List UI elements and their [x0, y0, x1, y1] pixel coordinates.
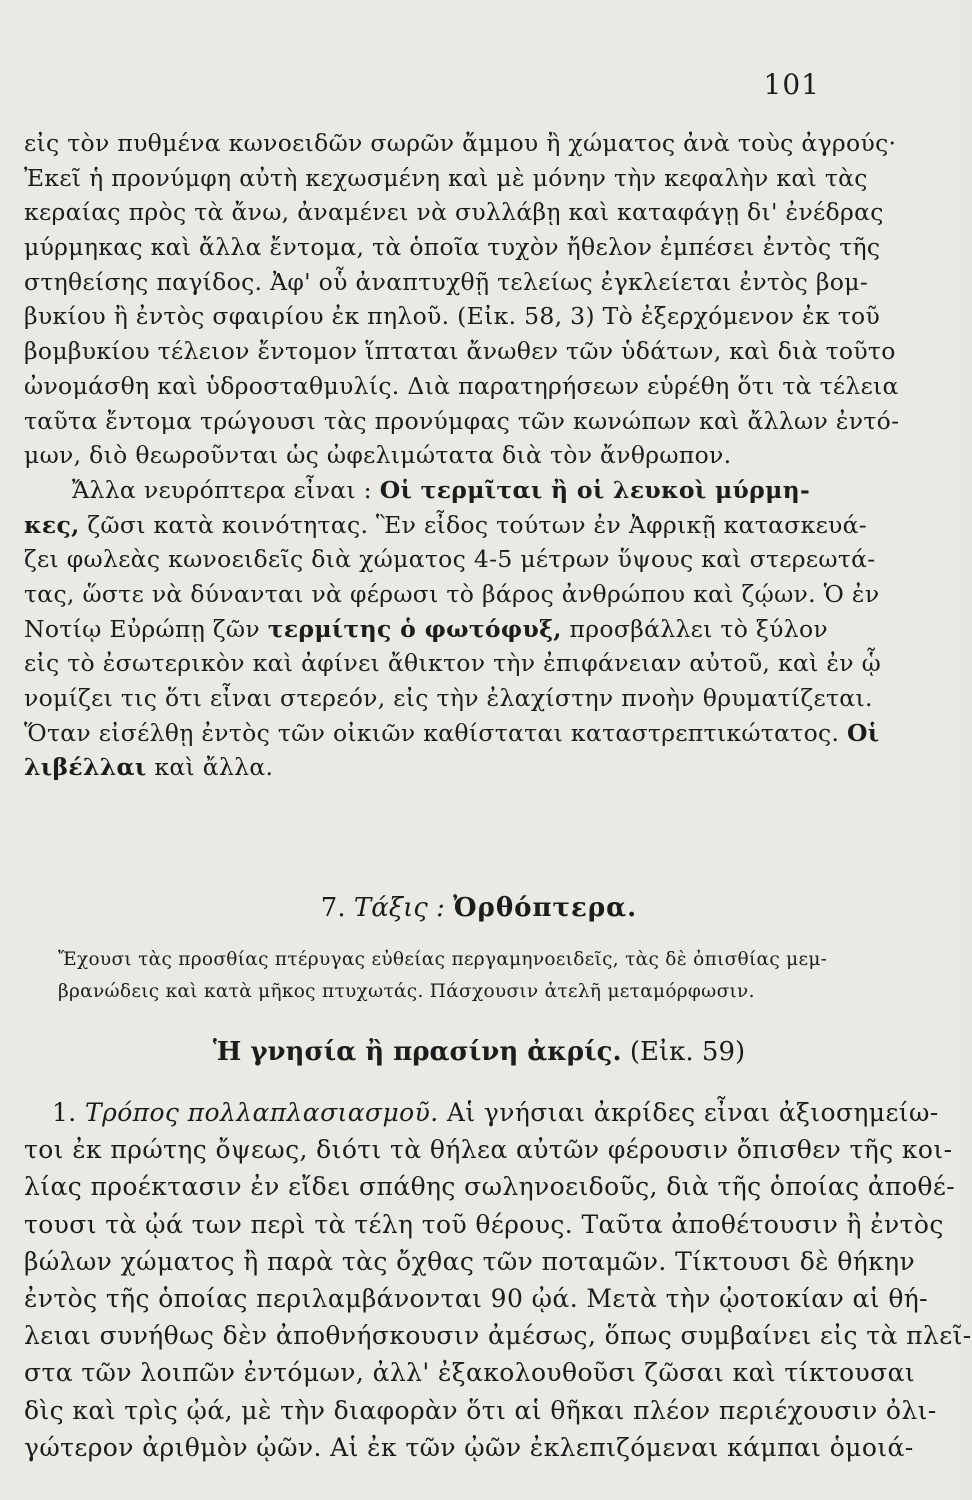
text-line: νομίζει τις ὅτι εἶναι στερεόν, εἰς τὴν ἐλαχίστην πνοὴν θρυματίζεται.	[24, 684, 873, 712]
text-line: γώτερον ἀριθμὸν ᾠῶν. Αἱ ἐκ τῶν ᾠῶν ἐκλεπιζόμεναι κάμπαι ὁμοιά-	[24, 1432, 914, 1462]
text-line	[24, 716, 880, 751]
figure-reference: (Εἰκ. 59)	[629, 1037, 746, 1067]
text-line: βρανώδεις καὶ κατὰ μῆκος πτυχωτάς. Πάσχουσιν ἀτελῆ μεταμόρφωσιν.	[58, 981, 755, 1002]
text-line: δὶς καὶ τρὶς ᾠά, μὲ τὴν διαφορὰν ὅτι αἱ θῆκαι πλέον περιέχουσιν ὀλι-	[24, 1395, 937, 1425]
species-heading	[0, 1030, 958, 1074]
bold-term-article: Οἱ	[847, 718, 880, 747]
text-line	[24, 612, 866, 647]
bold-term-termites: Οἱ τερμῖται ἢ οἱ λευκοὶ μύρμη-	[379, 475, 811, 504]
text-line: μων, διὸ θεωροῦνται ὡς ὠφελιμώτατα διὰ τὸν ἄνθρωπον.	[24, 441, 732, 470]
text-line: τας, ὥστε νὰ δύνανται νὰ φέρωσι τὸ βάρος ἀνθρώπου καὶ ζῴων. Ὁ ἐν	[24, 579, 880, 608]
text-line: βυκίου ἢ ἐντὸς σφαιρίου ἐκ πηλοῦ. (Εἰκ. 58, 3) Τὸ ἐξερχόμενον ἐκ τοῦ	[24, 302, 881, 331]
section-label: Τάξις :	[353, 893, 445, 923]
text-line: ἐντὸς τῆς ὁποίας περιλαμβάνονται 90 ᾠά. Μετὰ τὴν ᾠοτοκίαν αἱ θή-	[24, 1283, 929, 1313]
text-line: ταῦτα ἔντομα τρώγουσι τὰς προνύμφας τῶν κωνώπων καὶ ἄλλων ἐντό-	[24, 406, 900, 435]
text-line: τοι ἐκ πρώτης ὄψεως, διότι τὰ θήλεα αὐτῶν φέρουσιν ὄπισθεν τῆς κοι-	[24, 1135, 953, 1165]
subsection-title: Τρόπος πολλαπλασιασμοῦ.	[85, 1098, 439, 1127]
text-line: εἰς τὸ ἐσωτερικὸν καὶ ἀφίνει ἄθικτον τὴν ἐπιφάνειαν αὐτοῦ, καὶ ἐν ᾧ	[24, 649, 882, 678]
bold-term-termite-species: τερμίτης ὁ φωτόφυξ,	[267, 614, 562, 643]
text-line: λίας προέκτασιν ἐν εἴδει σπάθης σωληνοειδοῦς, διὰ τῆς ὁποίας ἀποθέ-	[24, 1172, 956, 1202]
text-run: καὶ ἄλλα.	[146, 753, 274, 782]
text-run: Ὅταν εἰσέλθῃ ἐντὸς τῶν οἰκιῶν καθίσταται καταστρεπτικώτατος.	[24, 718, 848, 747]
text-line: βομβυκίου τέλειον ἔντομον ἵπταται ἄνωθεν τῶν ὑδάτων, καὶ διὰ τοῦτο	[24, 337, 896, 366]
body-text-top	[24, 126, 900, 785]
text-run: Νοτίῳ Εὐρώπῃ ζῶν	[24, 614, 268, 643]
text-line: κεραίας πρὸς τὰ ἄνω, ἀναμένει νὰ συλλάβῃ καὶ καταφάγῃ δι' ἐνέδρας	[24, 198, 884, 227]
text-line: λειαι συνήθως δὲν ἀποθνήσκουσιν ἀμέσως, ὅπως συμβαίνει εἰς τὰ πλεῖ-	[24, 1321, 972, 1351]
text-line: εἰς τὸν πυθμένα κωνοειδῶν σωρῶν ἄμμου ἢ χώματος ἀνὰ τοὺς ἀγρούς·	[24, 129, 897, 157]
page-number: 101	[763, 68, 820, 101]
section-heading	[0, 888, 958, 928]
text-line: ζει φωλεὰς κωνοειδεῖς διὰ χώματος 4-5 μέτρων ὕψους καὶ στερεωτά-	[24, 545, 876, 574]
bold-term-dragonflies: λιβέλλαι	[24, 753, 147, 782]
text-line	[24, 1094, 939, 1131]
body-text-bottom	[24, 1094, 972, 1466]
text-line: βώλων χώματος ἢ παρὰ τὰς ὄχθας τῶν ποταμῶν. Τίκτουσι δὲ θήκην	[24, 1246, 916, 1276]
section-number: 7.	[320, 893, 346, 923]
text-run: προσβάλλει τὸ ξύλον	[561, 614, 828, 643]
text-line	[24, 473, 866, 508]
text-line: Ἔχουσι τὰς προσθίας πτέρυγας εὐθείας περγαμηνοειδεῖς, τὰς δὲ ὀπισθίας μεμ-	[58, 949, 828, 970]
text-line: μύρμηκας καὶ ἄλλα ἔντομα, τὰ ὁποῖα τυχὸν ἤθελον ἐμπέσει ἐντὸς τῆς	[24, 233, 881, 262]
text-line: στηθείσης παγίδος. Ἀφ' οὗ ἀναπτυχθῇ τελείως ἐγκλείεται ἐντὸς βομ-	[24, 267, 869, 296]
text-line: ὠνομάσθη καὶ ὑδροσταθμυλίς. Διὰ παρατηρήσεων εὑρέθη ὅτι τὰ τέλεια	[24, 371, 899, 400]
text-line	[24, 508, 866, 543]
text-run: Ἄλλα νευρόπτερα εἶναι :	[72, 475, 380, 504]
text-line: Ἐκεῖ ἡ προνύμφη αὐτὴ κεχωσμένη καὶ μὲ μόνην τὴν κεφαλὴν καὶ τὰς	[24, 163, 868, 192]
section-description	[58, 944, 866, 1008]
text-run: Αἱ γνήσιαι ἀκρίδες εἶναι ἀξιοσημείω-	[438, 1098, 939, 1127]
bold-term-continuation: κες,	[24, 510, 80, 539]
text-run: ζῶσι κατὰ κοινότητας. Ἓν εἶδος τούτων ἐν Ἀφρικῇ κατασκευά-	[79, 510, 868, 539]
list-number: 1.	[52, 1098, 77, 1127]
section-title: Ὀρθόπτερα.	[453, 893, 638, 923]
text-line: στα τῶν λοιπῶν ἐντόμων, ἀλλ' ἐξακολουθοῦσι ζῶσαι καὶ τίκτουσαι	[24, 1358, 916, 1388]
species-title: Ἡ γνησία ἢ πρασίνη ἀκρίς.	[212, 1037, 622, 1067]
text-line: τουσι τὰ ᾠά των περὶ τὰ τέλη τοῦ θέρους. Ταῦτα ἀποθέτουσιν ἢ ἐντὸς	[24, 1209, 944, 1239]
text-line	[24, 750, 866, 785]
